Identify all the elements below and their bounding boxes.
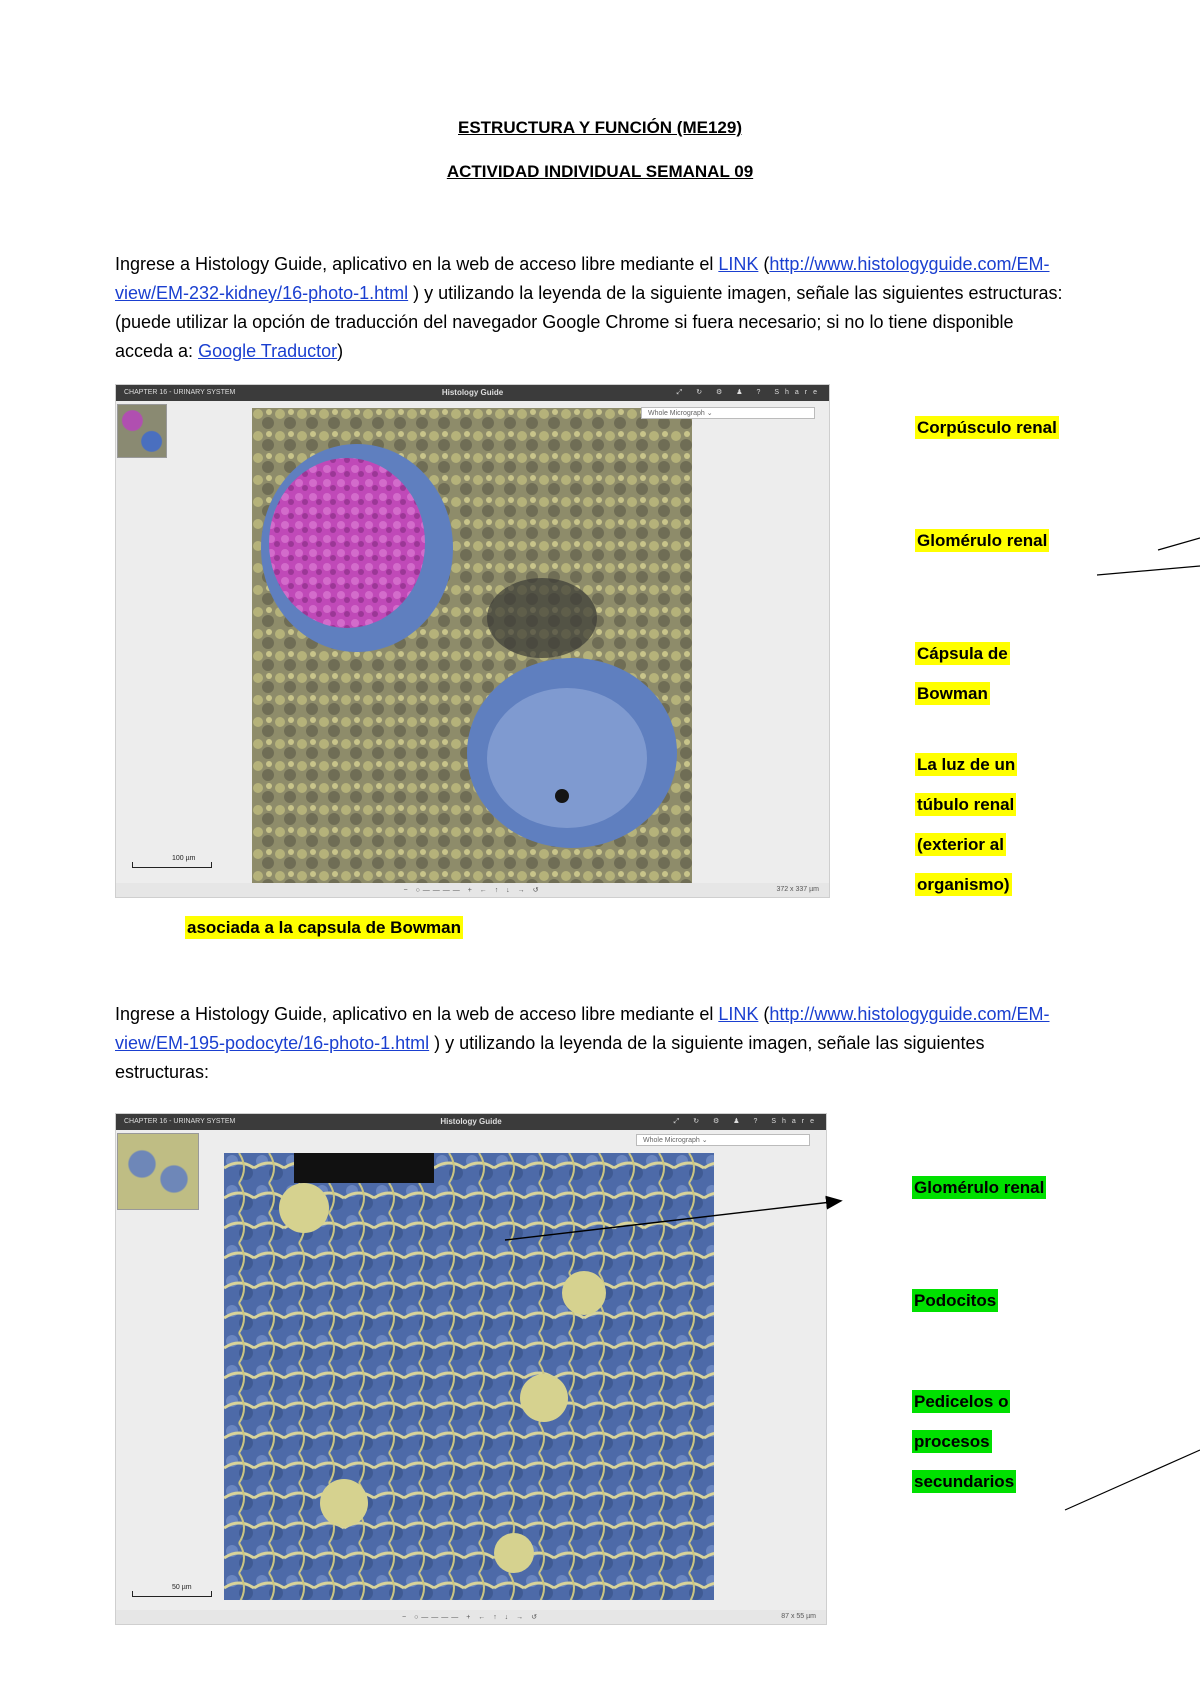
micrograph-select-2[interactable]: Whole Micrograph ⌄	[636, 1134, 810, 1146]
scale-bar: 100 µm	[132, 855, 212, 868]
link-anchor-2[interactable]: LINK	[718, 1004, 759, 1024]
section1-instructions: Ingrese a Histology Guide, aplicativo en la web de acceso libre mediante el LINK (http://www.histologyguide.com/EM-view/EM-232-kidney/16-photo-1.html ) y utilizando la leyenda de la siguiente imagen, señale las siguientes estructuras: (puede utilizar la opción de traducción del navegador Google Chrome si fuera necesario; si no lo tiene disponible acceda a: Google Traductor)	[115, 254, 1063, 361]
share-button-2[interactable]: Share	[771, 1118, 820, 1125]
viewer-title: Histology Guide	[441, 388, 504, 397]
label-glomerulo-renal-2: Glomérulo renal	[914, 1178, 1045, 1197]
label-luz-tubulo: La luz de un túbulo renal (exterior al organismo)	[917, 755, 1016, 894]
podocyte-url-link[interactable]: http://www.histologyguide.com/EM-view/EM-195-podocyte/16-photo-1.html	[115, 1004, 1050, 1053]
viewer-chapter: CHAPTER 16 - URINARY SYSTEM	[124, 389, 236, 396]
micrograph-select[interactable]: Whole Micrograph ⌄	[641, 407, 815, 419]
course-title: ESTRUCTURA Y FUNCIÓN (ME129)	[458, 118, 742, 137]
label-glomerulo-renal: Glomérulo renal	[917, 531, 1048, 550]
zoom-navigation-controls-2[interactable]: − ○———— + ← ↑ ↓ → ↺	[402, 1614, 540, 1621]
chevron-down-icon: ⌄	[701, 1137, 708, 1144]
pointer-line	[1158, 538, 1200, 550]
label-asociada-capsula: asociada a la capsula de Bowman	[187, 918, 462, 937]
arrow-glomerulo	[505, 1201, 840, 1240]
share-button[interactable]: Share	[774, 389, 823, 396]
label-capsula-bowman: Cápsula de Bowman	[917, 644, 1008, 703]
intro-text-cont: ) y utilizando la leyenda de la siguiente imagen, señale las siguientes estructuras: (puede utilizar la opción de traducción del navegador Google Chrome si fuera necesario; si no lo tiene disponible acceda a:	[115, 283, 1063, 361]
scale-bar-2: 50 µm	[132, 1584, 212, 1597]
activity-title: ACTIVIDAD INDIVIDUAL SEMANAL 09	[446, 162, 754, 181]
chevron-down-icon: ⌄	[706, 410, 713, 417]
google-translator-link[interactable]: Google Traductor	[198, 341, 338, 361]
link-anchor[interactable]: LINK	[718, 254, 759, 274]
viewer-toolbar-icons-2[interactable]: ⤢ ↻ ⚙ ♟ ? Share	[673, 1118, 820, 1125]
label-pedicelos: Pedicelos o procesos secundarios	[914, 1392, 1015, 1491]
label-podocitos: Podocitos	[914, 1291, 997, 1310]
zoom-navigation-controls[interactable]: − ○———— + ← ↑ ↓ → ↺	[403, 887, 542, 894]
pointer-line	[1097, 566, 1200, 575]
pointer-line	[1065, 1450, 1200, 1510]
section2-instructions: Ingrese a Histology Guide, aplicativo en la web de acceso libre mediante el LINK (http://www.histologyguide.com/EM-view/EM-195-podocyte/16-photo-1.html ) y utilizando la leyenda de la siguiente imagen, señale las siguientes estructuras:	[115, 1004, 1050, 1082]
kidney-url-link[interactable]: http://www.histologyguide.com/EM-view/EM-232-kidney/16-photo-1.html	[115, 254, 1050, 303]
viewer-toolbar-2: CHAPTER 16 - URINARY SYSTEM Histology Guide ⤢ ↻ ⚙ ♟ ? Share	[116, 1114, 826, 1130]
intro-text: Ingrese a Histology Guide, aplicativo en la web de acceso libre mediante el	[115, 254, 719, 274]
micrograph-size: 372 x 337 µm	[776, 886, 819, 893]
viewer-toolbar-icons[interactable]: ⤢ ↻ ⚙ ♟ ? Share	[676, 389, 823, 396]
viewer-footer-2: − ○———— + ← ↑ ↓ → ↺ 87 x 55 µm	[116, 1610, 826, 1624]
label-corpusculo-renal: Corpúsculo renal	[917, 418, 1057, 437]
